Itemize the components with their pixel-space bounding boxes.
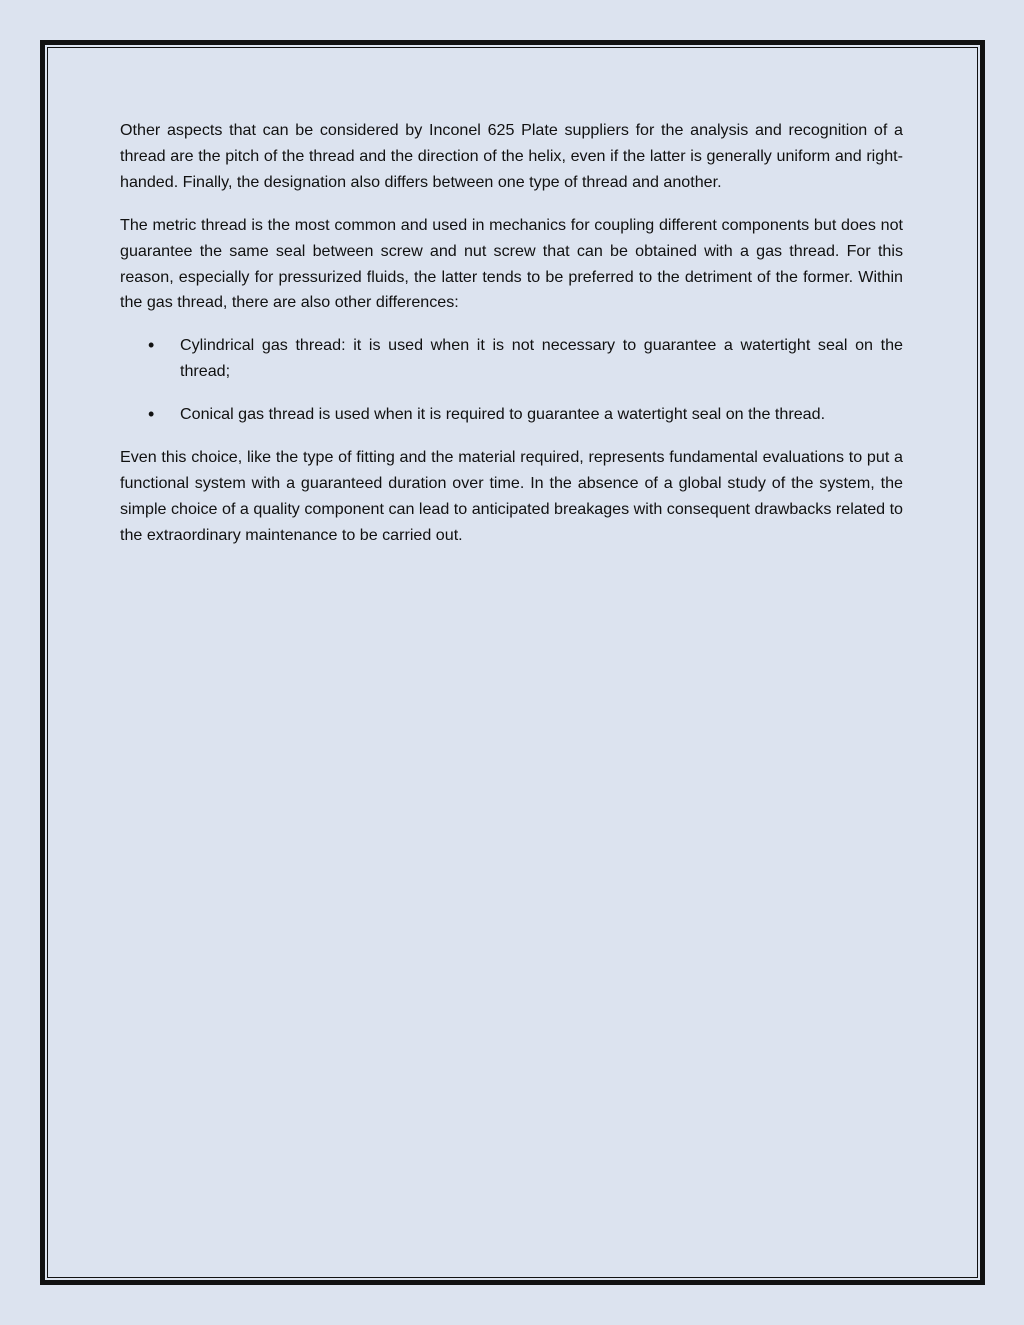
paragraph-metric-thread: The metric thread is the most common and used in mechanics for coupling different components but does not guarantee the same seal between screw and nut screw that can be obtained with a gas thread. For this reason, especially for pressurized fluids, the latter tends to be preferred to the detriment of the former. Within the gas thread, there are also other differences: (120, 215, 903, 312)
list-item-text: Conical gas thread is used when it is required to guarantee a watertight seal on the thread. (180, 405, 826, 424)
bullet-icon: • (148, 335, 155, 356)
list-item-text: Cylindrical gas thread: it is used when it is not necessary to guarantee a watertight seal on the thread; (180, 336, 903, 381)
paragraph-choice-evaluation: Even this choice, like the type of fitting and the material required, represents fundamental evaluations to put a functional system with a guaranteed duration over time. In the absence of a global study of the system, the simple choice of a quality component can lead to anticipated breakages with consequent drawbacks related to the extraordinary maintenance to be carried out. (120, 448, 903, 544)
document-body (120, 118, 903, 566)
list-item-conical (120, 402, 903, 428)
list-item-cylindrical (120, 333, 903, 385)
gas-thread-list (120, 333, 903, 428)
bullet-icon: • (148, 404, 155, 425)
paragraph-thread-aspects: Other aspects that can be considered by Inconel 625 Plate suppliers for the analysis and recognition of a thread are the pitch of the thread and the direction of the helix, even if the latter is generally uniform and right-handed. Finally, the designation also differs between one type of thread and another. (120, 121, 903, 191)
